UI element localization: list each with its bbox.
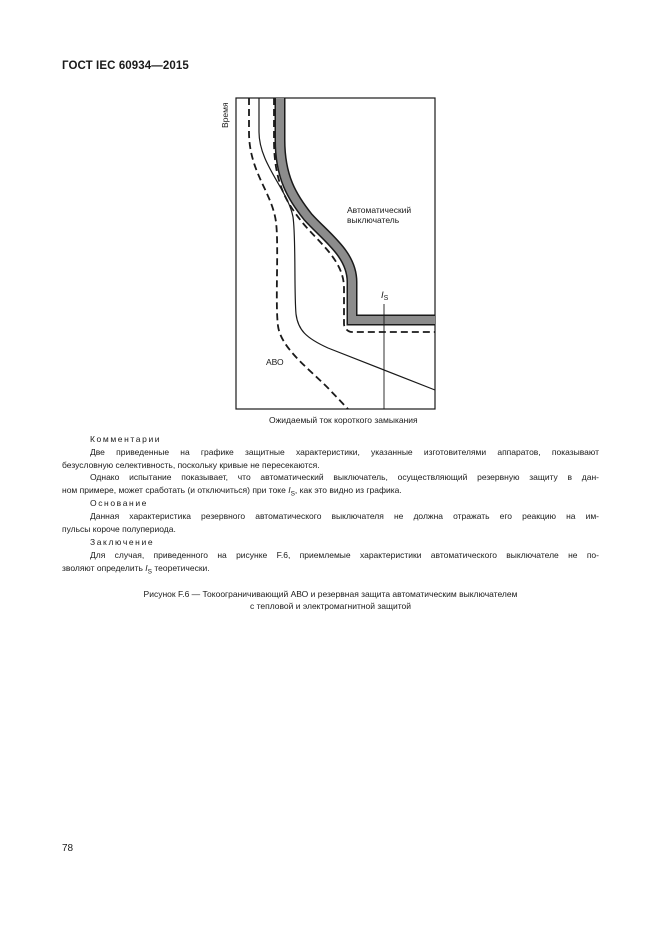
- basis-line2: пульсы короче полупериода.: [62, 523, 176, 534]
- comments-p2-line1: Однако испытание показывает, что автоматический выключатель, осуществляющий резервную защиту в дан-: [90, 472, 599, 482]
- figure-caption: [62, 588, 599, 612]
- abo-dashed-curve: [249, 98, 348, 409]
- x-axis-label: Ожидаемый ток короткого замыкания: [269, 415, 418, 425]
- figure-f6: [218, 92, 448, 432]
- breaker-label-line1: Автоматический: [347, 205, 412, 215]
- is-label: $I_S$: [381, 290, 389, 302]
- caption-line2: с тепловой и электромагнитной защитой: [249, 601, 412, 611]
- document-header: ГОСТ IEC 60934—2015: [62, 60, 189, 72]
- basis-paragraph: [62, 510, 599, 535]
- basis-line1: Данная характеристика резервного автоматического выключателя не должна отражать его реакцию на им-: [90, 511, 599, 521]
- abo-label: АВО: [266, 357, 284, 367]
- y-axis-label: Время: [220, 102, 230, 128]
- conclusion-line1: Для случая, приведенного на рисунке F.6, приемлемые характеристики автоматического выключателе не по-: [90, 550, 599, 560]
- comments-p1-line1: Две приведенные на графике защитные характеристики, указанные изготовителями аппаратов, показывают: [90, 447, 599, 457]
- comments-heading: Комментарии: [90, 434, 162, 444]
- breaker-label-line2: выключатель: [347, 215, 400, 225]
- comments-paragraph-1: [62, 446, 599, 471]
- comments-p2-line2: ном примере, может сработать (и отключиться) при токе $I_S$, как это видно из графика.: [62, 484, 402, 498]
- basis-heading: Основание: [90, 498, 148, 508]
- comments-p1-line2: безусловную селективность, поскольку кривые не пересекаются.: [62, 459, 320, 470]
- caption-line1: Рисунок F.6 — Токоограничивающий АВО и резервная защита автоматическим выключателем: [143, 589, 518, 599]
- comments-paragraph-2: [62, 471, 599, 501]
- page-number: 78: [62, 843, 74, 854]
- conclusion-line2: зволяют определить $I_S$ теоретически.: [62, 562, 210, 576]
- conclusion-paragraph: [62, 549, 599, 579]
- conclusion-heading: Заключение: [90, 537, 155, 547]
- time-current-chart: [218, 92, 448, 432]
